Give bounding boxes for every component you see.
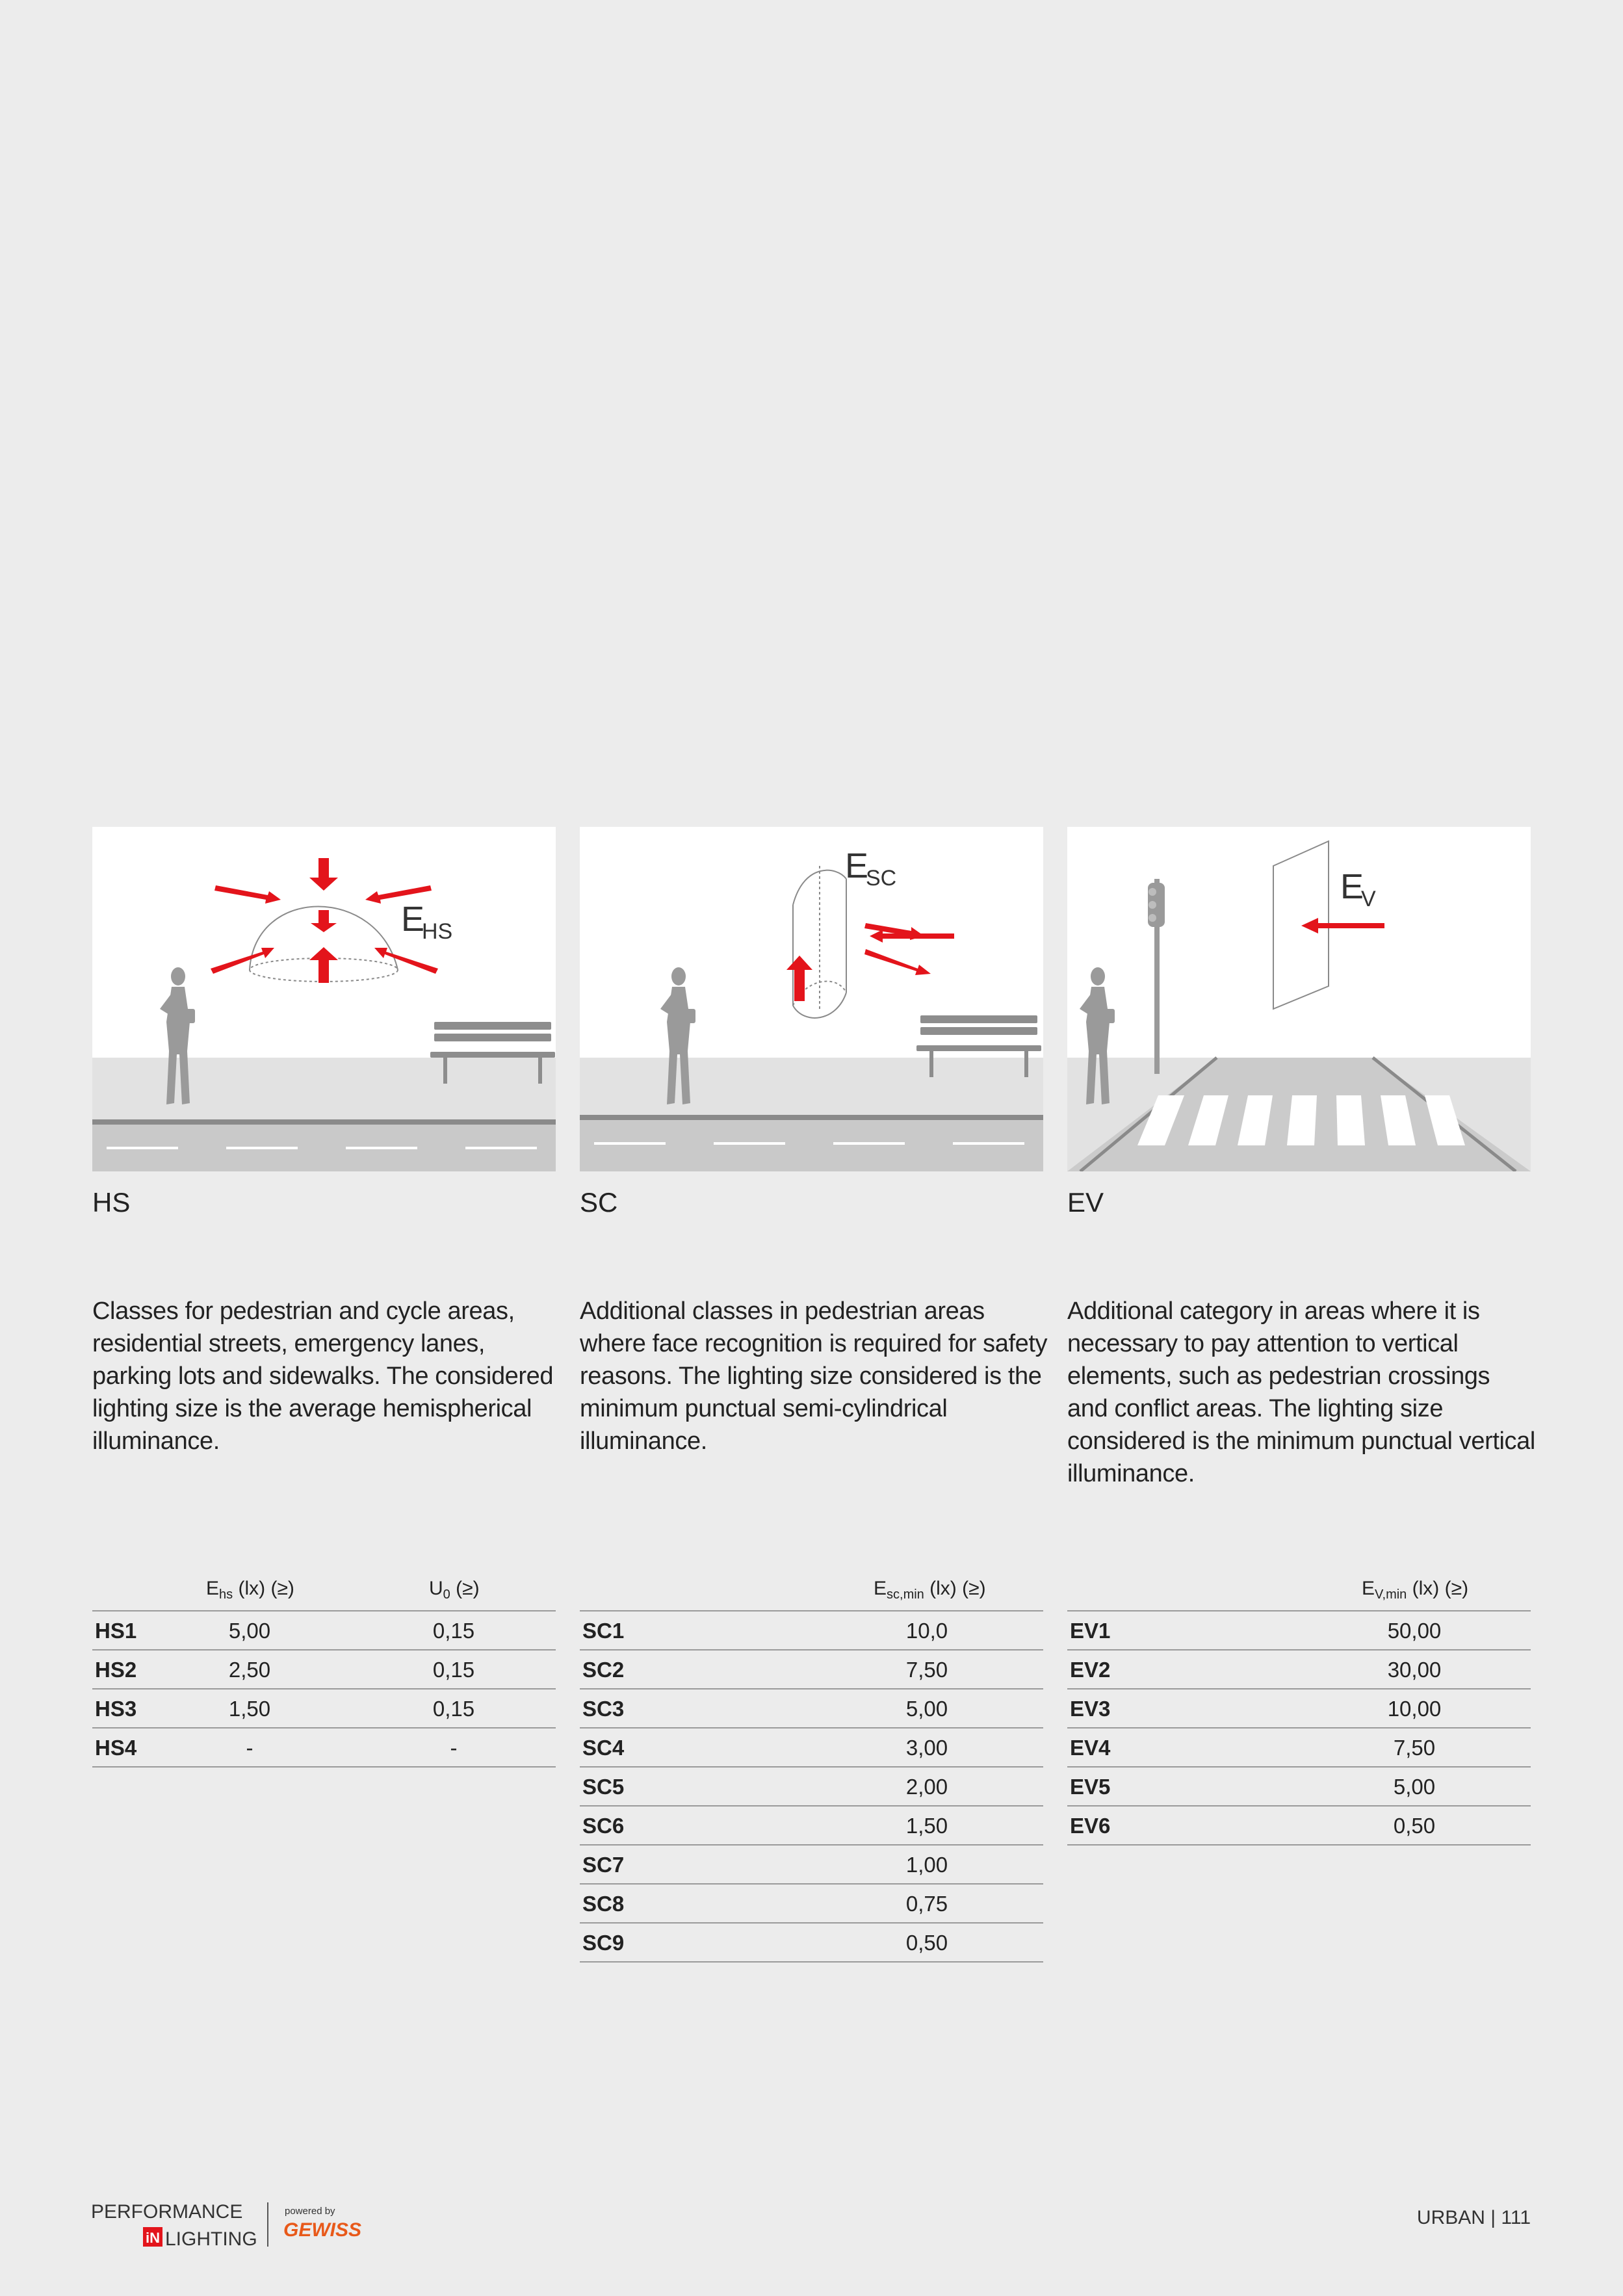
illuminance-value: 10,0 (905, 1619, 948, 1643)
class-code: SC7 (582, 1853, 625, 1877)
ev-illustration (1067, 827, 1531, 1171)
table-row (1067, 1768, 1531, 1807)
table-row (1067, 1611, 1531, 1650)
illuminance-value: 0,50 (905, 1931, 948, 1955)
class-code: HS3 (95, 1697, 137, 1721)
sc-class-table (580, 1571, 1043, 1963)
class-code: SC2 (582, 1658, 625, 1682)
uniformity-value: 0,15 (432, 1658, 475, 1682)
table-row (580, 1729, 1043, 1768)
illuminance-value: 2,00 (905, 1775, 948, 1799)
gewiss-brand-logo: GEWISS (283, 2219, 362, 2241)
illuminance-value: 1,00 (905, 1853, 948, 1877)
table-row (580, 1611, 1043, 1650)
illuminance-value: 7,50 (1393, 1736, 1436, 1760)
logo-powered-by: powered by (285, 2206, 335, 2217)
section-description: Classes for pedestrian and cycle areas, residential streets, emergency lanes, parking lots and sidewalks. The considered lighting size is the average hemispherical illuminance. (92, 1298, 554, 1455)
illuminance-value: 2,50 (228, 1658, 271, 1682)
ev-symbol-subscript: V (1361, 887, 1376, 911)
illuminance-value: 7,50 (905, 1658, 948, 1682)
illuminance-value: 30,00 (1387, 1658, 1442, 1682)
uniformity-value: - (450, 1736, 458, 1760)
hs-illustration (92, 827, 556, 1171)
class-code: EV5 (1070, 1775, 1111, 1799)
logo-lighting-text: LIGHTING (165, 2228, 257, 2250)
class-code: SC4 (582, 1736, 625, 1760)
table-row (92, 1689, 556, 1729)
table-row (580, 1924, 1043, 1963)
class-code: HS2 (95, 1658, 137, 1682)
table-header (92, 1571, 556, 1611)
column-header-illuminance: $E_{sc,min}$ (lx) (≥) (874, 1578, 986, 1602)
illuminance-value: 5,00 (228, 1619, 271, 1643)
illuminance-value: 50,00 (1387, 1619, 1442, 1643)
class-code: EV6 (1070, 1814, 1111, 1838)
table-row (580, 1650, 1043, 1689)
table-row (580, 1807, 1043, 1846)
illuminance-value: 1,50 (228, 1697, 271, 1721)
illuminance-value: 10,00 (1387, 1697, 1442, 1721)
logo-performance-text: PERFORMANCE (91, 2201, 243, 2223)
class-code: SC9 (582, 1931, 625, 1955)
section-description: Additional category in areas where it is necessary to pay attention to vertical elements, such as pedestrian crossings and conflict areas. The lighting size considered is the minimum punctual vertical illuminance. (1067, 1298, 1535, 1487)
table-row (580, 1768, 1043, 1807)
section-heading: SC (580, 1187, 618, 1218)
illuminance-value: 1,50 (905, 1814, 948, 1838)
illuminance-value: 5,00 (905, 1697, 948, 1721)
class-code: SC8 (582, 1892, 625, 1916)
page-label: URBAN | 111 (1416, 2207, 1531, 2228)
sc-symbol-label: E (845, 846, 869, 885)
section-description: Additional classes in pedestrian areas where face recognition is required for safety reasons. The lighting size considered is the minimum punctual semi-cylindrical illuminance. (580, 1298, 1048, 1455)
table-row (1067, 1650, 1531, 1689)
sc-symbol-subscript: SC (866, 866, 897, 891)
column-header-uniformity: $U_0$ (≥) (429, 1578, 480, 1602)
table-header (580, 1571, 1043, 1611)
section-heading: HS (92, 1187, 131, 1218)
class-code: SC5 (582, 1775, 625, 1799)
column-hs (92, 827, 556, 1760)
column-ev (1067, 827, 1535, 1838)
table-row (92, 1611, 556, 1650)
hs-symbol-label: E (401, 900, 425, 939)
table-row (1067, 1729, 1531, 1768)
class-code: EV1 (1070, 1619, 1111, 1643)
class-code: EV4 (1070, 1736, 1111, 1760)
illuminance-value: 0,75 (905, 1892, 948, 1916)
illuminance-value: 3,00 (905, 1736, 948, 1760)
hs-symbol-subscript: HS (422, 919, 453, 944)
illuminance-value: 0,50 (1393, 1814, 1436, 1838)
uniformity-value: 0,15 (432, 1697, 475, 1721)
illuminance-value: 5,00 (1393, 1775, 1436, 1799)
table-header (1067, 1571, 1531, 1611)
class-code: EV2 (1070, 1658, 1111, 1682)
class-code: HS1 (95, 1619, 137, 1643)
column-header-illuminance: $E_{hs}$ (lx) (≥) (206, 1578, 294, 1602)
class-code: HS4 (95, 1736, 137, 1760)
illuminance-value: - (246, 1736, 253, 1760)
sc-illustration (580, 827, 1043, 1171)
hs-class-table (92, 1571, 556, 1768)
logo-in-badge: iN (146, 2230, 160, 2246)
section-heading: EV (1067, 1187, 1104, 1218)
table-row (580, 1689, 1043, 1729)
class-code: SC3 (582, 1697, 625, 1721)
uniformity-value: 0,15 (432, 1619, 475, 1643)
class-code: EV3 (1070, 1697, 1111, 1721)
table-row (1067, 1689, 1531, 1729)
table-row (1067, 1807, 1531, 1846)
table-row (92, 1650, 556, 1689)
column-header-illuminance: $E_{V,min}$ (lx) (≥) (1362, 1578, 1469, 1602)
class-code: SC1 (582, 1619, 625, 1643)
ev-symbol-label: E (1340, 867, 1364, 906)
table-row (92, 1729, 556, 1768)
ev-class-table (1067, 1571, 1531, 1846)
class-code: SC6 (582, 1814, 625, 1838)
performance-in-lighting-logo (91, 2195, 370, 2253)
table-row (580, 1885, 1043, 1924)
column-sc (580, 827, 1048, 1955)
table-row (580, 1846, 1043, 1885)
